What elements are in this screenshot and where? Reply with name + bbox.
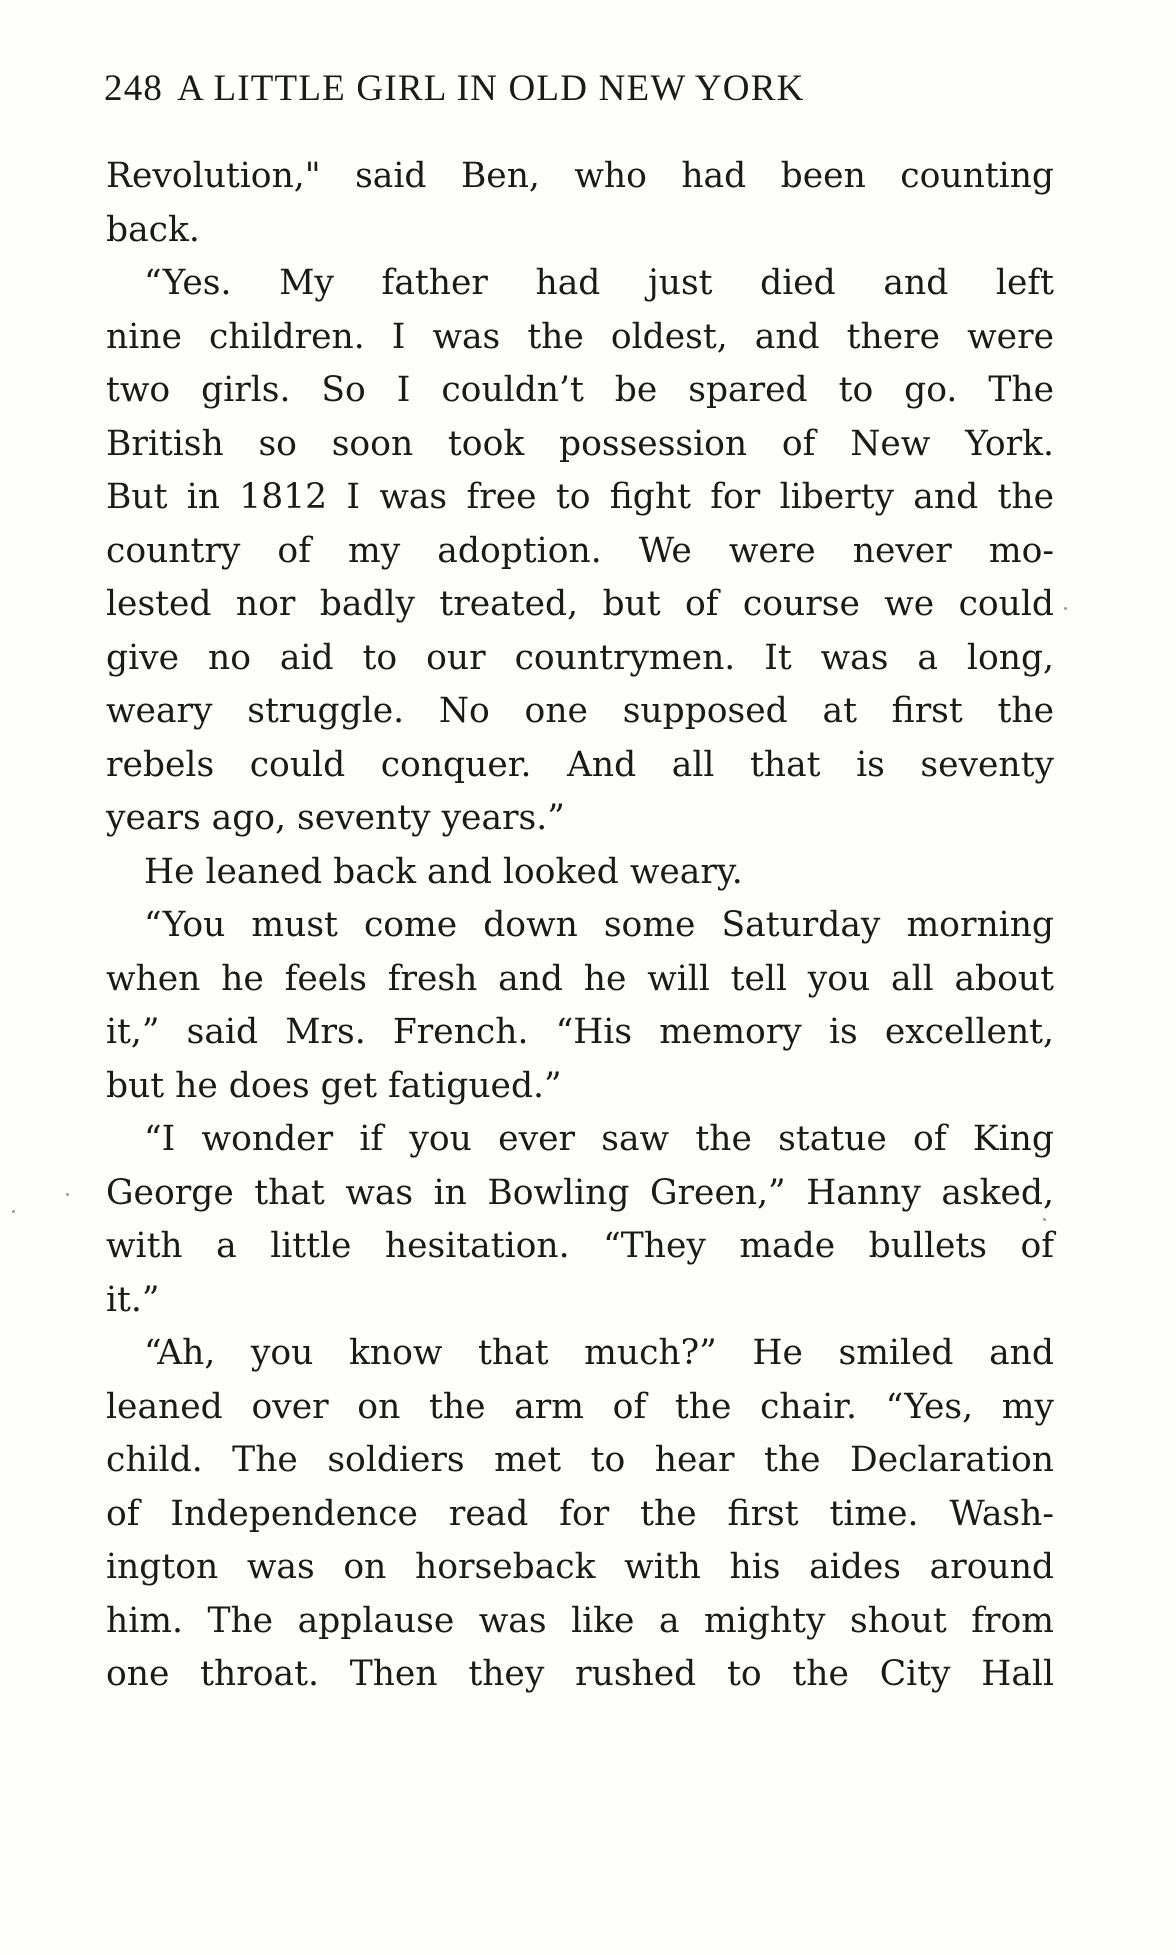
text-line: one throat. Then they rushed to the City Hall — [106, 1654, 1054, 1694]
running-head — [104, 63, 1034, 115]
text-line: but he does get fatigued.” — [106, 1065, 562, 1106]
text-line: leaned over on the arm of the chair. “Yes, my — [106, 1386, 1054, 1427]
text-line: it,” said Mrs. French. “His memory is excellent, — [106, 1012, 1054, 1052]
text-line: back. — [106, 209, 200, 250]
text-line: ington was on horseback with his aides around — [106, 1547, 1054, 1587]
text-line: “Yes. My father had just died and left — [144, 263, 1054, 303]
running-title: A LITTLE GIRL IN OLD NEW YORK — [177, 68, 805, 109]
text-line: two girls. So I couldn’t be spared to go. The — [106, 370, 1054, 410]
text-line: British so soon took possession of New York. — [106, 423, 1054, 464]
text-line: it.” — [106, 1279, 160, 1320]
paper-speck — [1064, 607, 1067, 610]
text-line: lested nor badly treated, but of course we could — [106, 584, 1054, 624]
paper-speck — [12, 1210, 15, 1213]
text-line: him. The applause was like a mighty shout from — [106, 1600, 1054, 1641]
text-line: nine children. I was the oldest, and there were — [106, 316, 1054, 357]
text-line: Revolution," said Ben, who had been counting — [106, 156, 1054, 196]
paper-speck — [66, 1193, 69, 1196]
text-line: when he feels fresh and he will tell you all about — [106, 958, 1054, 999]
text-line: rebels could conquer. And all that is seventy — [106, 744, 1054, 785]
page-number: 248 — [104, 68, 164, 109]
text-line: child. The soldiers met to hear the Declaration — [106, 1440, 1054, 1480]
text-line: “I wonder if you ever saw the statue of King — [144, 1119, 1054, 1159]
text-line: with a little hesitation. “They made bullets of — [106, 1226, 1054, 1266]
body-text — [106, 150, 1054, 1702]
paper-speck — [1043, 1218, 1046, 1221]
text-line: give no aid to our countrymen. It was a long, — [106, 637, 1054, 678]
text-line: “Ah, you know that much?” He smiled and — [144, 1333, 1054, 1373]
text-line: country of my adoption. We were never mo- — [106, 530, 1054, 571]
text-line: But in 1812 I was free to fight for liberty and the — [106, 477, 1054, 517]
text-line: “You must come down some Saturday morning — [144, 905, 1054, 945]
text-line: George that was in Bowling Green,” Hanny asked, — [106, 1172, 1054, 1213]
text-line: of Independence read for the first time. Wash- — [106, 1493, 1054, 1534]
text-line: years ago, seventy years.” — [106, 798, 565, 838]
text-line: He leaned back and looked weary. — [144, 851, 743, 892]
text-line: weary struggle. No one supposed at first the — [106, 691, 1054, 731]
